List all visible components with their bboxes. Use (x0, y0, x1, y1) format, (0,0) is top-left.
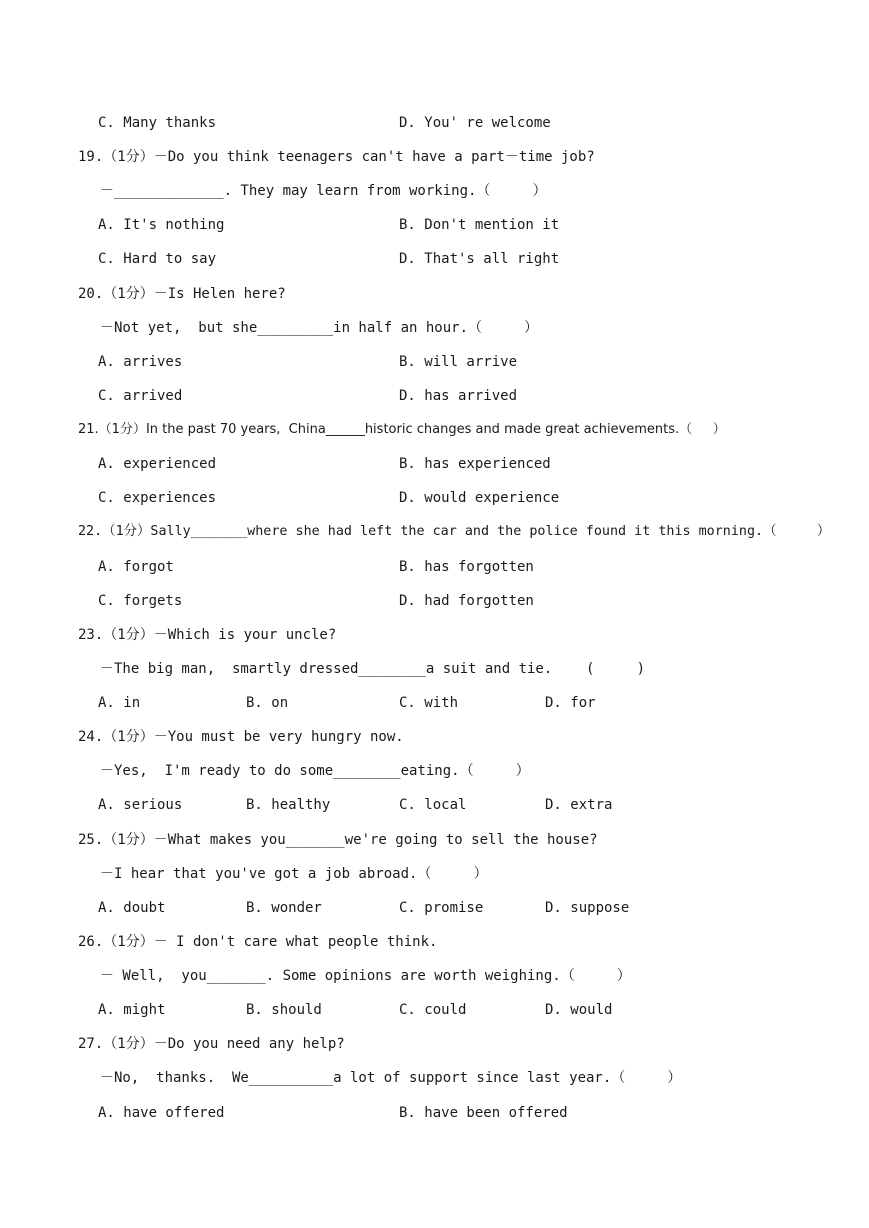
question-27-line2: －No, thanks. We__________a lot of support since last year.（ ） (100, 1070, 682, 1086)
option-c: C. local (399, 797, 467, 813)
option-b: B. have been offered (399, 1105, 568, 1121)
option-c: C. experiences (98, 490, 217, 506)
option-b: B. has forgotten (399, 559, 534, 575)
option-b: B. has experienced (399, 456, 551, 472)
option-b: B. on (246, 695, 289, 711)
question-25: 25.（1分）－What makes you_______we're going to sell the house? (78, 832, 598, 848)
question-25-line2: －I hear that you've got a job abroad.（ ） (100, 866, 488, 882)
question-24-line2: －Yes, I'm ready to do some________eating.（ ） (100, 763, 530, 779)
option-a: A. might (98, 1002, 166, 1018)
question-21: 21.（1分）In the past 70 years, China______historic changes and made great achievements.（ ） (78, 422, 726, 437)
option-c: C. forgets (98, 593, 183, 609)
question-23-line2: －The big man, smartly dressed________a suit and tie. ( ) (100, 661, 646, 677)
option-b: B. should (246, 1002, 322, 1018)
option-d: D. has arrived (399, 388, 518, 404)
option-a: A. serious (98, 797, 183, 813)
question-27: 27.（1分）－Do you need any help? (78, 1036, 345, 1052)
option-c: C. Hard to say (98, 251, 217, 267)
option-a: A. doubt (98, 900, 166, 916)
option-c: C. promise (399, 900, 484, 916)
option-d: D. suppose (545, 900, 630, 916)
question-26: 26.（1分）－ I don't care what people think. (78, 934, 438, 950)
option-d: D. for (545, 695, 596, 711)
question-20: 20.（1分）－Is Helen here? (78, 286, 286, 302)
option-b: B. Don't mention it (399, 217, 560, 233)
option-d: D. That's all right (399, 251, 560, 267)
question-19-line2: －_____________. They may learn from working.（ ） (100, 183, 547, 199)
option-d: D. had forgotten (399, 593, 534, 609)
question-20-line2: －Not yet, but she_________in half an hour.（ ） (100, 320, 539, 336)
question-19: 19.（1分）－Do you think teenagers can't have a part－time job? (78, 149, 595, 165)
option-d: D. You' re welcome (399, 115, 551, 131)
option-b: B. will arrive (399, 354, 518, 370)
option-a: A. forgot (98, 559, 174, 575)
option-d: D. would experience (399, 490, 560, 506)
option-a: A. It's nothing (98, 217, 225, 233)
option-d: D. extra (545, 797, 613, 813)
option-b: B. healthy (246, 797, 331, 813)
option-c: C. could (399, 1002, 467, 1018)
question-22: 22.（1分）Sally_______where she had left the car and the police found it this morning.（ ） (78, 524, 831, 539)
option-a: A. in (98, 695, 141, 711)
option-b: B. wonder (246, 900, 322, 916)
option-d: D. would (545, 1002, 613, 1018)
question-24: 24.（1分）－You must be very hungry now. (78, 729, 404, 745)
option-c: C. with (399, 695, 459, 711)
option-a: A. arrives (98, 354, 183, 370)
option-c: C. arrived (98, 388, 183, 404)
question-23: 23.（1分）－Which is your uncle? (78, 627, 337, 643)
option-a: A. experienced (98, 456, 217, 472)
option-a: A. have offered (98, 1105, 225, 1121)
question-26-line2: － Well, you_______. Some opinions are worth weighing.（ ） (100, 968, 631, 984)
option-c: C. Many thanks (98, 115, 217, 131)
